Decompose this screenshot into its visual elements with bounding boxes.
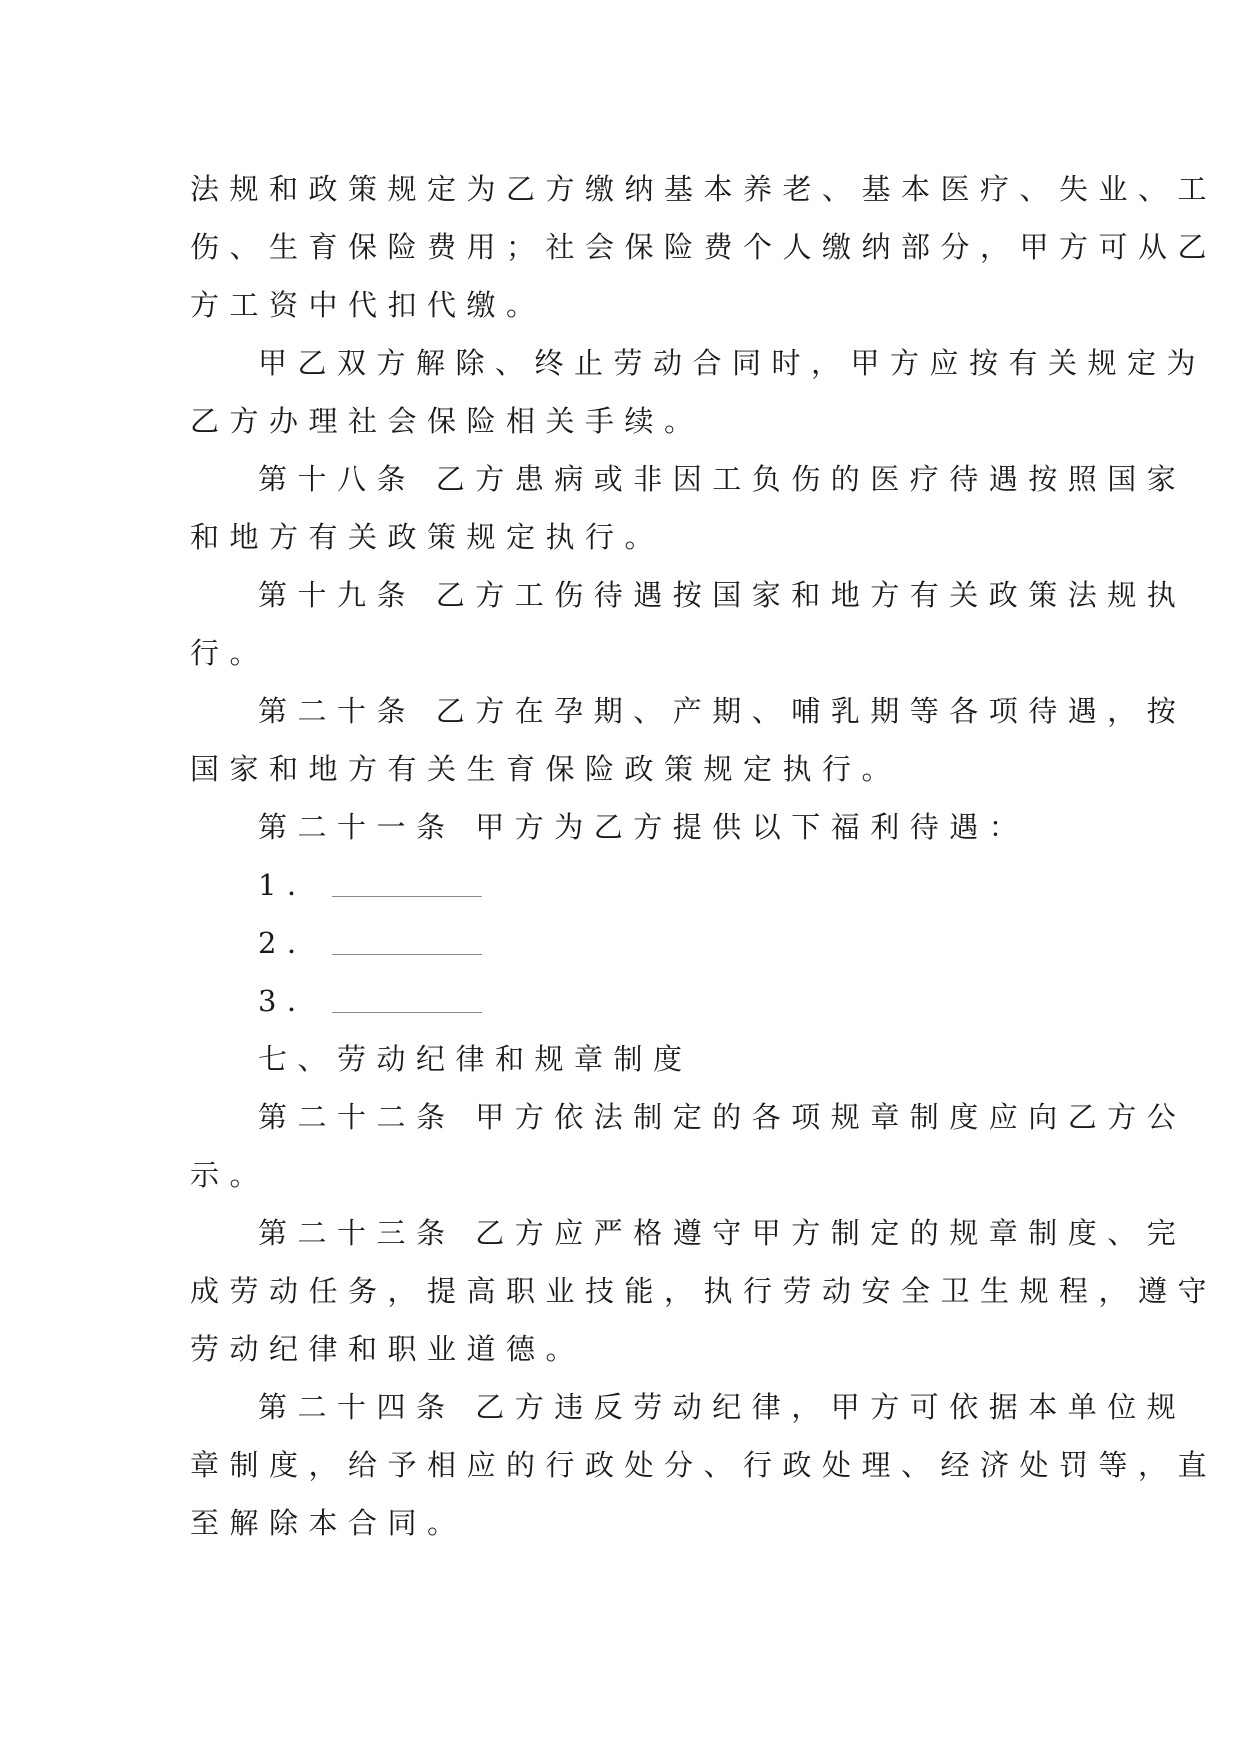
section-heading: 七、劳动纪律和规章制度 [258, 1042, 693, 1076]
fill-in-blank[interactable] [332, 952, 482, 955]
text-line: 章制度，给予相应的行政处分、行政处理、经济处罚等，直 [190, 1448, 1218, 1482]
text-line: 乙方办理社会保险相关手续。 [190, 404, 704, 438]
article-21-line: 第二十一条 甲方为乙方提供以下福利待遇： [258, 810, 1029, 844]
benefit-item-number: 2． [258, 926, 327, 960]
article-23-line: 第二十三条 乙方应严格遵守甲方制定的规章制度、完 [258, 1216, 1187, 1250]
article-20-line: 第二十条 乙方在孕期、产期、哺乳期等各项待遇，按 [258, 694, 1187, 728]
text-line: 行。 [190, 636, 270, 670]
text-line: 和地方有关政策规定执行。 [190, 520, 665, 554]
text-line: 成劳动任务，提高职业技能，执行劳动安全卫生规程，遵守 [190, 1274, 1218, 1308]
article-24-line: 第二十四条 乙方违反劳动纪律，甲方可依据本单位规 [258, 1390, 1187, 1424]
document-page [190, 160, 1218, 1552]
benefit-item-number: 1． [258, 868, 327, 902]
text-line: 国家和地方有关生育保险政策规定执行。 [190, 752, 902, 786]
benefit-item-3 [190, 972, 1060, 1030]
benefit-item-2 [190, 914, 1060, 972]
text-line: 甲乙双方解除、终止劳动合同时，甲方应按有关规定为 [258, 346, 1207, 380]
fill-in-blank[interactable] [332, 1010, 482, 1013]
benefit-item-1 [190, 856, 1060, 914]
benefit-item-number: 3． [258, 984, 327, 1018]
text-line: 方工资中代扣代缴。 [190, 288, 546, 322]
article-19-line: 第十九条 乙方工伤待遇按国家和地方有关政策法规执 [258, 578, 1187, 612]
article-22-line: 第二十二条 甲方依法制定的各项规章制度应向乙方公 [258, 1100, 1187, 1134]
text-line: 伤、生育保险费用；社会保险费个人缴纳部分，甲方可从乙 [190, 230, 1218, 264]
fill-in-blank[interactable] [332, 894, 482, 897]
text-line: 至解除本合同。 [190, 1506, 467, 1540]
article-18-line: 第十八条 乙方患病或非因工负伤的医疗待遇按照国家 [258, 462, 1187, 496]
text-line: 法规和政策规定为乙方缴纳基本养老、基本医疗、失业、工 [190, 172, 1218, 206]
text-line: 劳动纪律和职业道德。 [190, 1332, 586, 1366]
text-line: 示。 [190, 1158, 270, 1192]
